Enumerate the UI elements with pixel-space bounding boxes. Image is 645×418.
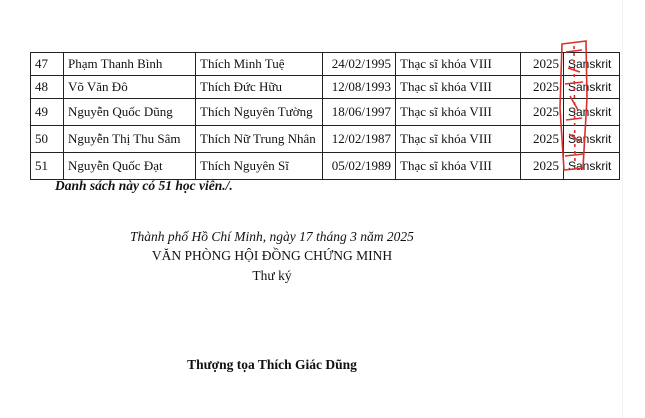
student-name: Nguyễn Thị Thu Sâm	[64, 126, 196, 153]
year: 2025	[521, 126, 564, 153]
degree: Thạc sĩ khóa VIII	[396, 126, 521, 153]
student-table	[30, 52, 620, 180]
summary-note: Danh sách này có 51 học viên./.	[55, 178, 233, 193]
dharma-name: Thích Nguyên Tường	[196, 99, 323, 126]
signer-name: Thượng tọa Thích Giác Dũng	[187, 357, 357, 372]
date-of-birth: 12/08/1993	[323, 76, 396, 99]
date-of-birth: 12/02/1987	[323, 126, 396, 153]
subject: Sanskrit	[564, 99, 620, 126]
table-row	[31, 76, 620, 99]
row-number: 51	[31, 153, 64, 180]
year: 2025	[521, 153, 564, 180]
year: 2025	[521, 53, 564, 76]
student-name: Nguyễn Quốc Dũng	[64, 99, 196, 126]
student-name: Nguyễn Quốc Đạt	[64, 153, 196, 180]
dharma-name: Thích Nữ Trung Nhân	[196, 126, 323, 153]
subject: Sanskrit	[564, 153, 620, 180]
row-number: 47	[31, 53, 64, 76]
table-row	[31, 53, 620, 76]
dharma-name: Thích Nguyên Sĩ	[196, 153, 323, 180]
year: 2025	[521, 76, 564, 99]
page-edge	[622, 0, 623, 418]
table-row	[31, 153, 620, 180]
row-number: 48	[31, 76, 64, 99]
table-row	[31, 99, 620, 126]
student-name: Phạm Thanh Bình	[64, 53, 196, 76]
subject: Sanskrit	[564, 53, 620, 76]
date-of-birth: 24/02/1995	[323, 53, 396, 76]
date-of-birth: 05/02/1989	[323, 153, 396, 180]
row-number: 49	[31, 99, 64, 126]
student-name: Võ Văn Đô	[64, 76, 196, 99]
table-row	[31, 126, 620, 153]
row-number: 50	[31, 126, 64, 153]
year: 2025	[521, 99, 564, 126]
date-of-birth: 18/06/1997	[323, 99, 396, 126]
degree: Thạc sĩ khóa VIII	[396, 76, 521, 99]
degree: Thạc sĩ khóa VIII	[396, 99, 521, 126]
degree: Thạc sĩ khóa VIII	[396, 153, 521, 180]
dharma-name: Thích Minh Tuệ	[196, 53, 323, 76]
subject: Sanskrit	[564, 126, 620, 153]
degree: Thạc sĩ khóa VIII	[396, 53, 521, 76]
dharma-name: Thích Đức Hữu	[196, 76, 323, 99]
office-name: VĂN PHÒNG HỘI ĐỒNG CHỨNG MINH	[151, 248, 393, 263]
subject: Sanskrit	[564, 76, 620, 99]
place-date: Thành phố Hồ Chí Minh, ngày 17 tháng 3 năm 2025	[130, 229, 414, 244]
signer-role: Thư ký	[252, 268, 292, 283]
